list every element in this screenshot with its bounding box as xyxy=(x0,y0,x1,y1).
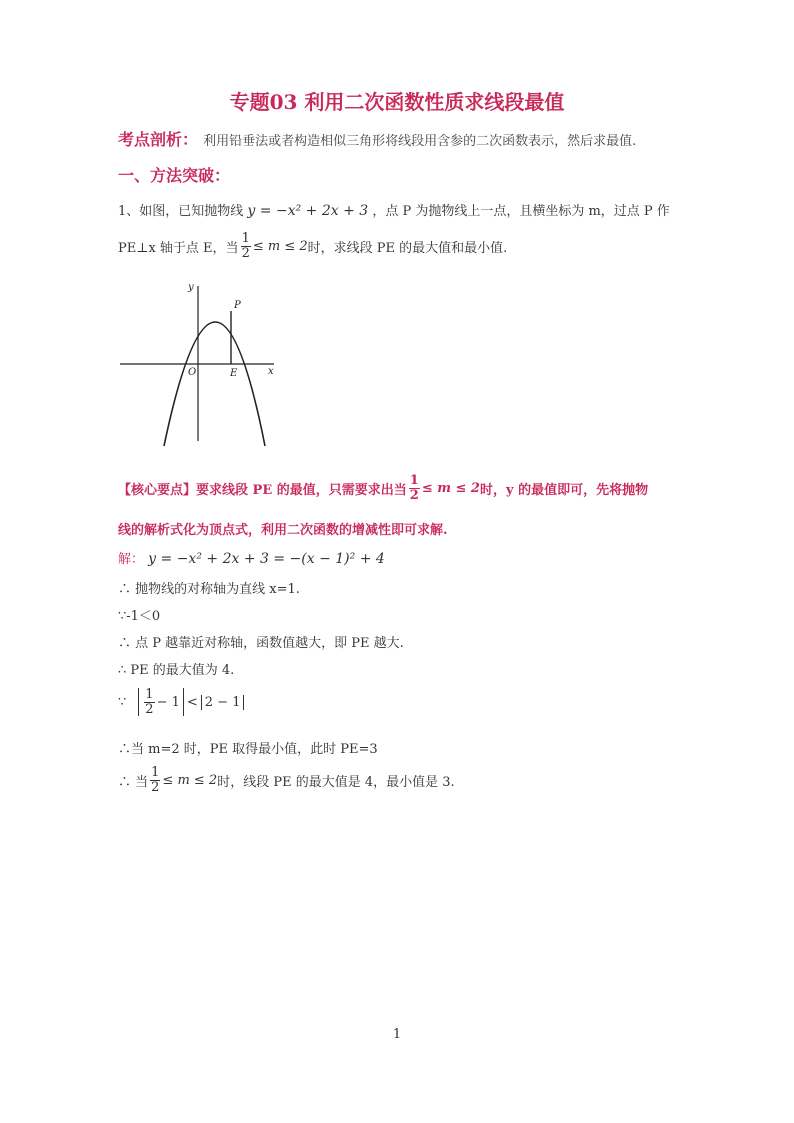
key-point-condition: ≤ m ≤ 2 xyxy=(421,480,480,496)
fraction-numerator: 1 xyxy=(241,231,250,246)
problem-fraction xyxy=(241,232,251,260)
page-number: 1 xyxy=(392,1027,402,1042)
solution-step-1: ∴ 抛物线的对称轴为直线 x=1. xyxy=(118,582,300,597)
solution-equation: y = −x² + 2x + 3 = −(x − 1)² + 4 xyxy=(148,551,385,567)
analysis-row xyxy=(118,127,636,150)
abs-left-rest: − 1 xyxy=(156,694,180,710)
abs-value-right: 2 − 1 xyxy=(201,695,245,710)
point-e-label: E xyxy=(230,368,238,379)
page-title: 专题03 利用二次函数性质求线段最值 xyxy=(229,90,565,114)
conclusion-prefix: ∴ 当 xyxy=(118,774,149,790)
key-point-label: 【核心要点】 xyxy=(118,482,197,498)
solution-step-4: ∴ PE 的最大值为 4. xyxy=(118,663,235,678)
y-axis-label: y xyxy=(188,282,194,293)
x-axis-label: x xyxy=(268,366,274,377)
problem-line2-prefix: PE⊥x 轴于点 E，当 xyxy=(118,240,239,256)
problem-line-2 xyxy=(118,232,507,260)
conclusion-fraction-numerator: 1 xyxy=(151,765,160,780)
problem-equation: y = −x² + 2x + 3 xyxy=(247,203,369,219)
abs-fraction xyxy=(144,688,154,716)
problem-condition: ≤ m ≤ 2 xyxy=(252,238,308,254)
point-p-label: P xyxy=(234,300,241,311)
conclusion-fraction xyxy=(150,766,160,794)
key-point-text-b: 时，y 的最值即可，先将抛物 xyxy=(479,482,649,498)
conclusion-condition: ≤ m ≤ 2 xyxy=(162,772,218,788)
analysis-label: 考点剖析： xyxy=(118,130,199,149)
solution-step-5 xyxy=(118,688,244,716)
parabola-figure xyxy=(116,278,281,450)
because-symbol: ∵ xyxy=(118,694,127,710)
key-point-line-2: 线的解析式化为顶点式，利用二次函数的增减性即可求解. xyxy=(118,523,448,538)
abs-value-left xyxy=(138,688,184,716)
problem-prefix: 1、如图，已知抛物线 xyxy=(118,204,244,219)
solution-line xyxy=(118,548,385,567)
problem-suffix: ，点 P 为抛物线上一点，且横坐标为 m，过点 P 作 xyxy=(372,204,670,219)
abs-fraction-denominator: 2 xyxy=(145,701,154,717)
section-heading: 一、方法突破： xyxy=(118,166,231,185)
less-than-sign: < xyxy=(186,694,198,710)
key-fraction-numerator: 1 xyxy=(409,473,419,488)
problem-line-1 xyxy=(118,200,670,219)
conclusion-fraction-denominator: 2 xyxy=(151,779,160,795)
solution-step-7 xyxy=(118,766,455,794)
abs-fraction-numerator: 1 xyxy=(145,687,154,702)
parabola-curve xyxy=(164,322,265,446)
solution-step-3: ∴ 点 P 越靠近对称轴，函数值越大，即 PE 越大. xyxy=(118,636,404,651)
key-fraction-denominator: 2 xyxy=(409,487,419,503)
conclusion-suffix: 时，线段 PE 的最大值是 4，最小值是 3. xyxy=(217,774,455,790)
key-point-line-1 xyxy=(118,474,648,502)
fraction-denominator: 2 xyxy=(241,245,250,261)
analysis-text: 利用铅垂法或者构造相似三角形将线段用含参的二次函数表示，然后求最值. xyxy=(203,134,637,149)
origin-label: O xyxy=(188,367,197,378)
key-point-fraction xyxy=(409,474,420,502)
solution-step-2: ∵-1＜0 xyxy=(118,609,161,624)
problem-line2-suffix: 时，求线段 PE 的最大值和最小值. xyxy=(307,240,508,256)
key-point-text-a: 要求线段 PE 的最值，只需要求出当 xyxy=(196,482,407,498)
solution-step-6: ∴当 m=2 时，PE 取得最小值，此时 PE=3 xyxy=(118,742,378,757)
solution-label: 解： xyxy=(118,552,145,567)
